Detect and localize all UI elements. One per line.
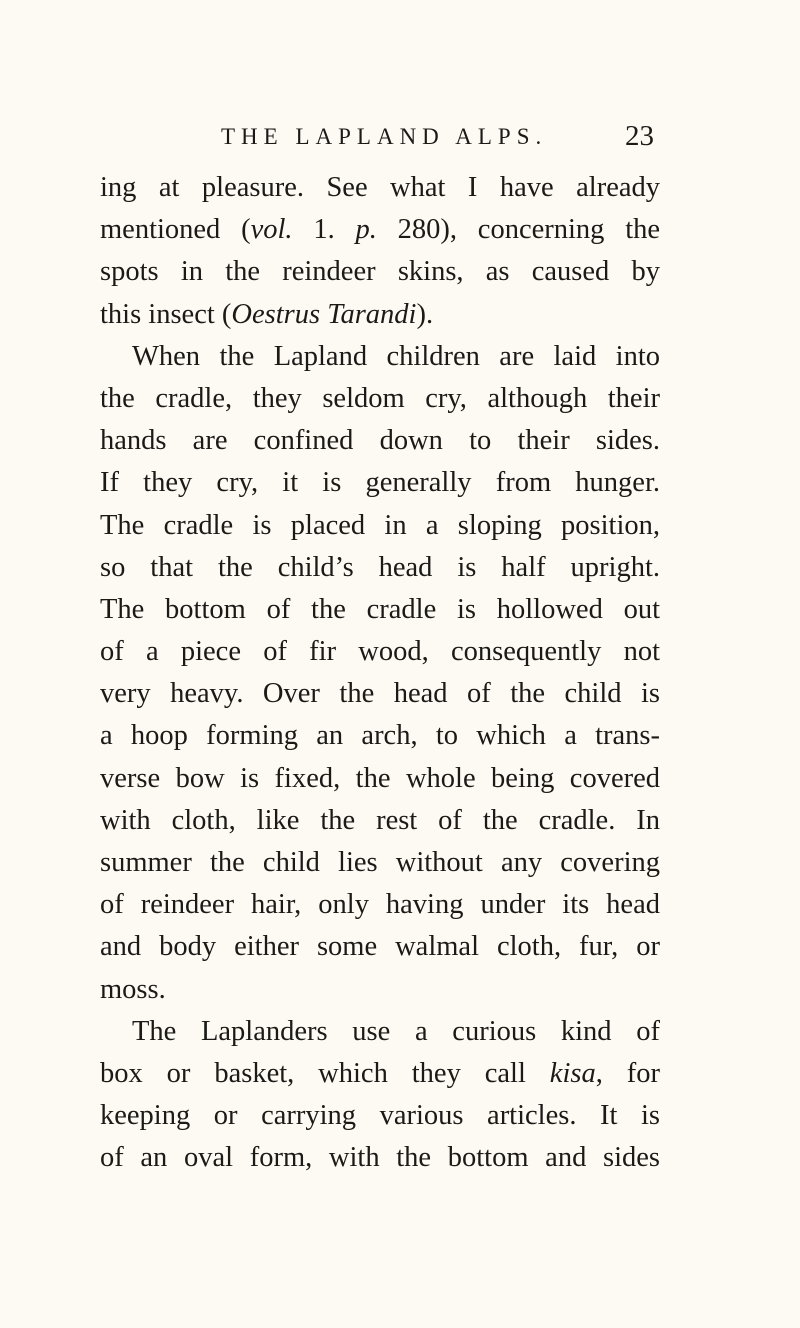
- running-title: THE LAPLAND ALPS.: [221, 124, 548, 149]
- text-line: [100, 167, 660, 209]
- text-span: moss.: [100, 973, 166, 1005]
- text-span: verse bow is fixed, the whole being covered: [100, 762, 660, 794]
- text-span: If they cry, it is generally from hunger.: [100, 467, 660, 499]
- text-span: The bottom of the cradle is hollowed out: [100, 593, 660, 625]
- text-span: The cradle is placed in a sloping position,: [100, 509, 660, 541]
- text-span: mentioned (: [100, 214, 251, 246]
- text-line: [100, 715, 660, 757]
- text-line: [100, 420, 660, 462]
- text-line: [100, 547, 660, 589]
- text-span: 280), concerning the: [376, 214, 661, 246]
- text-span: the cradle, they seldom cry, although their: [100, 382, 660, 414]
- italic-text: Oestrus Tarandi: [231, 298, 417, 330]
- text-line: [100, 589, 660, 631]
- text-span: spots in the reindeer skins, as caused by: [100, 256, 660, 288]
- text-span: keeping or carrying various articles. It is: [100, 1100, 660, 1132]
- text-line: [100, 462, 660, 504]
- text-span: ing at pleasure. See what I have already: [100, 172, 660, 203]
- italic-text: vol.: [250, 214, 293, 246]
- text-line: [100, 1137, 660, 1179]
- text-span: and body either some walmal cloth, fur, or: [100, 931, 660, 963]
- text-span: very heavy. Over the head of the child is: [100, 678, 660, 710]
- text-span: of a piece of fir wood, consequently not: [100, 636, 660, 668]
- italic-text: p.: [355, 214, 377, 246]
- text-line: [100, 800, 660, 842]
- page-number: 23: [625, 120, 654, 152]
- text-span: The Laplanders use a curious kind of: [132, 1015, 660, 1047]
- text-line: [100, 505, 660, 547]
- running-head: [221, 118, 654, 158]
- body-text: [100, 167, 660, 1180]
- text-line: [100, 842, 660, 884]
- text-line: [100, 758, 660, 800]
- text-line: [100, 378, 660, 420]
- text-span: this insect (: [100, 298, 232, 330]
- text-line: [100, 336, 660, 378]
- text-line: [100, 1011, 660, 1053]
- text-span: 1.: [292, 214, 356, 246]
- text-line: [100, 631, 660, 673]
- text-line: [100, 1095, 660, 1137]
- text-line: [100, 209, 660, 251]
- text-span: box or basket, which they call: [100, 1057, 550, 1089]
- text-span: When the Lapland children are laid into: [132, 340, 660, 372]
- italic-text: kisa: [549, 1057, 596, 1089]
- text-span: of reindeer hair, only having under its head: [100, 889, 660, 921]
- text-span: , for: [595, 1057, 660, 1089]
- text-line: [100, 673, 660, 715]
- text-span: a hoop forming an arch, to which a trans-: [100, 720, 660, 752]
- text-span: with cloth, like the rest of the cradle. In: [100, 804, 660, 836]
- text-line: [100, 884, 660, 926]
- text-line: [100, 1053, 660, 1095]
- text-span: hands are confined down to their sides.: [100, 425, 660, 457]
- text-line: [100, 294, 660, 336]
- text-line: [100, 969, 660, 1011]
- text-span: summer the child lies without any covering: [100, 847, 660, 878]
- text-span: so that the child’s head is half upright.: [100, 551, 660, 583]
- text-span: ).: [416, 298, 434, 330]
- text-span: of an oval form, with the bottom and sides: [100, 1142, 660, 1174]
- text-line: [100, 251, 660, 293]
- text-line: [100, 926, 660, 968]
